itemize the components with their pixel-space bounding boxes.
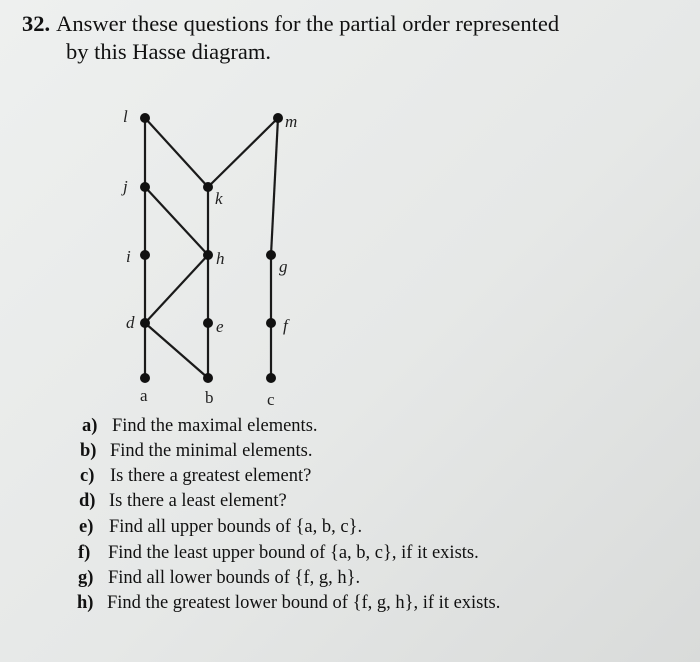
problem-title-line2: by this Hasse diagram. xyxy=(66,39,271,64)
question-c xyxy=(80,466,311,487)
edge-d-h xyxy=(145,255,208,323)
edge-b-d xyxy=(145,323,208,378)
vertex-label-f: f xyxy=(283,316,288,335)
question-letter: a) xyxy=(82,416,98,436)
vertex-b xyxy=(203,373,213,383)
question-text: Find the greatest lower bound of {f, g, h}, if it exists. xyxy=(107,593,501,613)
question-text: Is there a least element? xyxy=(109,491,287,511)
vertex-a xyxy=(140,373,150,383)
vertex-label-g: g xyxy=(279,257,288,276)
vertex-l xyxy=(140,113,150,123)
question-b xyxy=(80,441,312,462)
vertex-h xyxy=(203,250,213,260)
hasse-vertices xyxy=(140,113,283,383)
question-a xyxy=(82,416,318,437)
edge-k-m xyxy=(208,118,278,187)
vertex-g xyxy=(266,250,276,260)
question-letter: f) xyxy=(78,543,91,563)
question-f xyxy=(78,543,479,564)
problem-number: 32. xyxy=(22,11,51,36)
question-text: Find all lower bounds of {f, g, h}. xyxy=(108,568,361,588)
problem-title-line1: Answer these questions for the partial order represented xyxy=(56,11,560,36)
vertex-k xyxy=(203,182,213,192)
question-letter: c) xyxy=(80,466,95,486)
question-letter: b) xyxy=(80,441,97,461)
question-text: Find all upper bounds of {a, b, c}. xyxy=(109,517,363,537)
vertex-c xyxy=(266,373,276,383)
vertex-label-h: h xyxy=(216,249,225,268)
vertex-m xyxy=(273,113,283,123)
question-d xyxy=(79,491,287,512)
vertex-i xyxy=(140,250,150,260)
question-text: Is there a greatest element? xyxy=(110,466,312,486)
vertex-label-d: d xyxy=(126,313,135,332)
question-text: Find the maximal elements. xyxy=(112,416,318,436)
vertex-label-k: k xyxy=(215,189,223,208)
edge-l-k xyxy=(145,118,208,187)
vertex-f xyxy=(266,318,276,328)
question-letter: g) xyxy=(78,568,94,588)
question-letter: e) xyxy=(79,517,94,537)
question-text: Find the least upper bound of {a, b, c}, if it exists. xyxy=(108,543,479,563)
vertex-label-e: e xyxy=(216,317,224,336)
question-h xyxy=(77,593,500,614)
vertex-e xyxy=(203,318,213,328)
vertex-label-b: b xyxy=(205,388,214,407)
question-text: Find the minimal elements. xyxy=(110,441,313,461)
vertex-d xyxy=(140,318,150,328)
question-letter: d) xyxy=(79,491,96,511)
question-e xyxy=(79,517,362,538)
question-letter: h) xyxy=(77,593,94,613)
question-g xyxy=(78,568,360,589)
hasse-edges xyxy=(145,118,278,378)
vertex-label-a: a xyxy=(140,386,148,405)
vertex-label-c: c xyxy=(267,390,275,409)
vertex-label-l: l xyxy=(123,107,128,126)
edge-j-h xyxy=(145,187,208,255)
vertex-label-m: m xyxy=(285,112,298,131)
vertex-label-j: j xyxy=(123,177,128,196)
vertex-j xyxy=(140,182,150,192)
edge-g-m xyxy=(271,118,278,255)
vertex-label-i: i xyxy=(126,247,131,266)
